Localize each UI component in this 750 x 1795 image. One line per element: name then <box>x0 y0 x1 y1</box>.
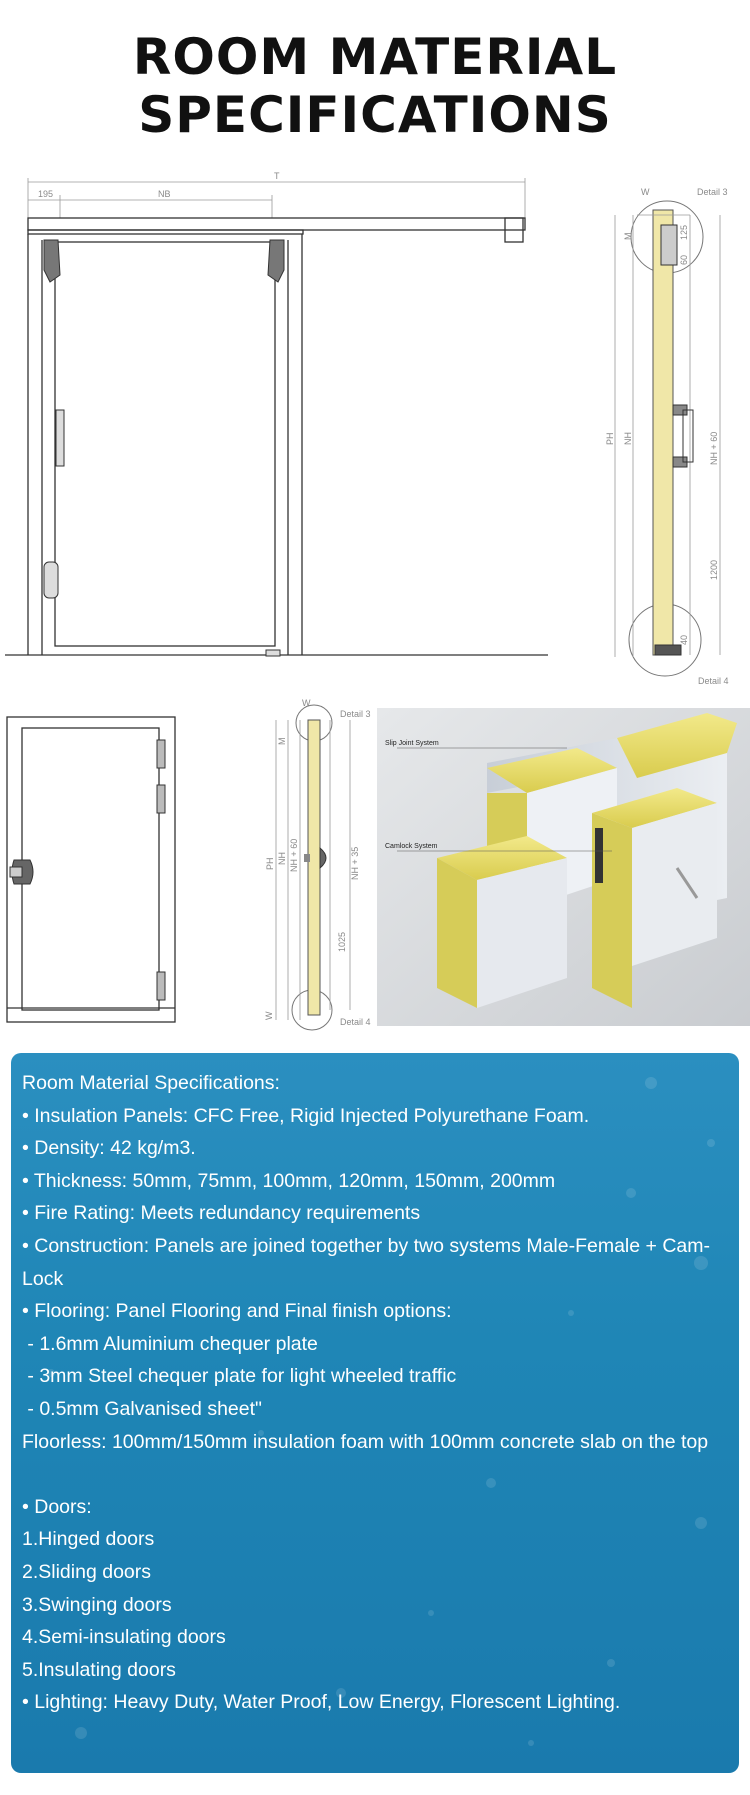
dim-125-label: 125 <box>679 224 689 240</box>
detail-4-small-label: Detail 4 <box>340 1017 371 1027</box>
hinged-door-section-drawing <box>248 690 378 1035</box>
dim-nh-35-label: NH + 35 <box>350 846 360 880</box>
title-line-1: ROOM MATERIAL <box>132 28 618 86</box>
dim-w-label: W <box>641 187 650 197</box>
dim-nb-label: NB <box>158 189 171 199</box>
dim-1025-label: 1025 <box>337 931 347 952</box>
sliding-door-section-drawing <box>585 175 745 695</box>
slip-joint-label: Slip Joint System <box>385 740 439 747</box>
title-line-2: SPECIFICATIONS <box>138 86 612 144</box>
spec-door-1: 1.Hinged doors <box>22 1528 155 1551</box>
panel-joint-photo <box>377 708 750 1026</box>
spec-floor-option-1: - 1.6mm Aluminium chequer plate <box>22 1332 318 1355</box>
dim-1200-label: 1200 <box>709 559 719 580</box>
detail-3-label: Detail 3 <box>697 187 728 197</box>
dim-t-label: T <box>274 171 280 181</box>
dim-195-label: 195 <box>38 189 54 199</box>
spec-door-3: 3.Swinging doors <box>22 1593 172 1616</box>
spec-blank-line <box>22 1458 737 1491</box>
dim-nh-60-small-label: NH + 60 <box>289 838 299 872</box>
spec-thickness: • Thickness: 50mm, 75mm, 100mm, 120mm, 150mm, 200mm <box>22 1169 556 1192</box>
dim-nh-60-label: NH + 60 <box>709 431 719 465</box>
spec-floor-option-2: - 3mm Steel chequer plate for light wheeled traffic <box>22 1365 457 1388</box>
dim-m-label: M <box>623 232 633 240</box>
camlock-label: Camlock System <box>385 843 438 850</box>
dim-ph-label: PH <box>605 432 615 445</box>
spec-floor-option-3: - 0.5mm Galvanised sheet" <box>22 1397 262 1420</box>
spec-doors: • Doors: <box>22 1495 92 1518</box>
dim-60-label: 60 <box>679 254 689 265</box>
detail-3-small-label: Detail 3 <box>340 709 371 719</box>
dim-nh-small-label: NH <box>277 852 287 865</box>
spec-density: • Density: 42 kg/m3. <box>22 1137 196 1160</box>
spec-flooring: • Flooring: Panel Flooring and Final finish options: <box>22 1300 452 1323</box>
spec-fire-rating: • Fire Rating: Meets redundancy requirements <box>22 1202 421 1225</box>
dim-ph-small-label: PH <box>265 857 275 870</box>
spec-door-2: 2.Sliding doors <box>22 1560 151 1583</box>
spec-insulation: • Insulation Panels: CFC Free, Rigid Injected Polyurethane Foam. <box>22 1104 590 1127</box>
spec-floorless: Floorless: 100mm/150mm insulation foam with 100mm concrete slab on the top <box>22 1430 709 1453</box>
sliding-door-drawing <box>0 170 560 670</box>
dim-w-bottom-label: W <box>264 1011 274 1020</box>
specifications-panel <box>11 1053 739 1773</box>
dim-w-top-label: W <box>302 698 311 708</box>
spec-lighting: • Lighting: Heavy Duty, Water Proof, Low Energy, Florescent Lighting. <box>22 1691 621 1714</box>
specifications-text <box>22 1067 737 1719</box>
spec-heading: Room Material Specifications: <box>22 1072 280 1094</box>
dim-nh-label: NH <box>623 432 633 445</box>
dim-40-label: 40 <box>679 634 689 645</box>
dim-m-small-label: M <box>277 737 287 745</box>
spec-door-4: 4.Semi-insulating doors <box>22 1626 226 1649</box>
page-title <box>0 28 750 144</box>
spec-door-5: 5.Insulating doors <box>22 1658 176 1681</box>
spec-construction: • Construction: Panels are joined together by two systems Male-Female + Cam-Lock <box>22 1234 710 1290</box>
detail-4-label: Detail 4 <box>698 676 729 686</box>
hinged-door-drawing <box>0 710 185 1035</box>
